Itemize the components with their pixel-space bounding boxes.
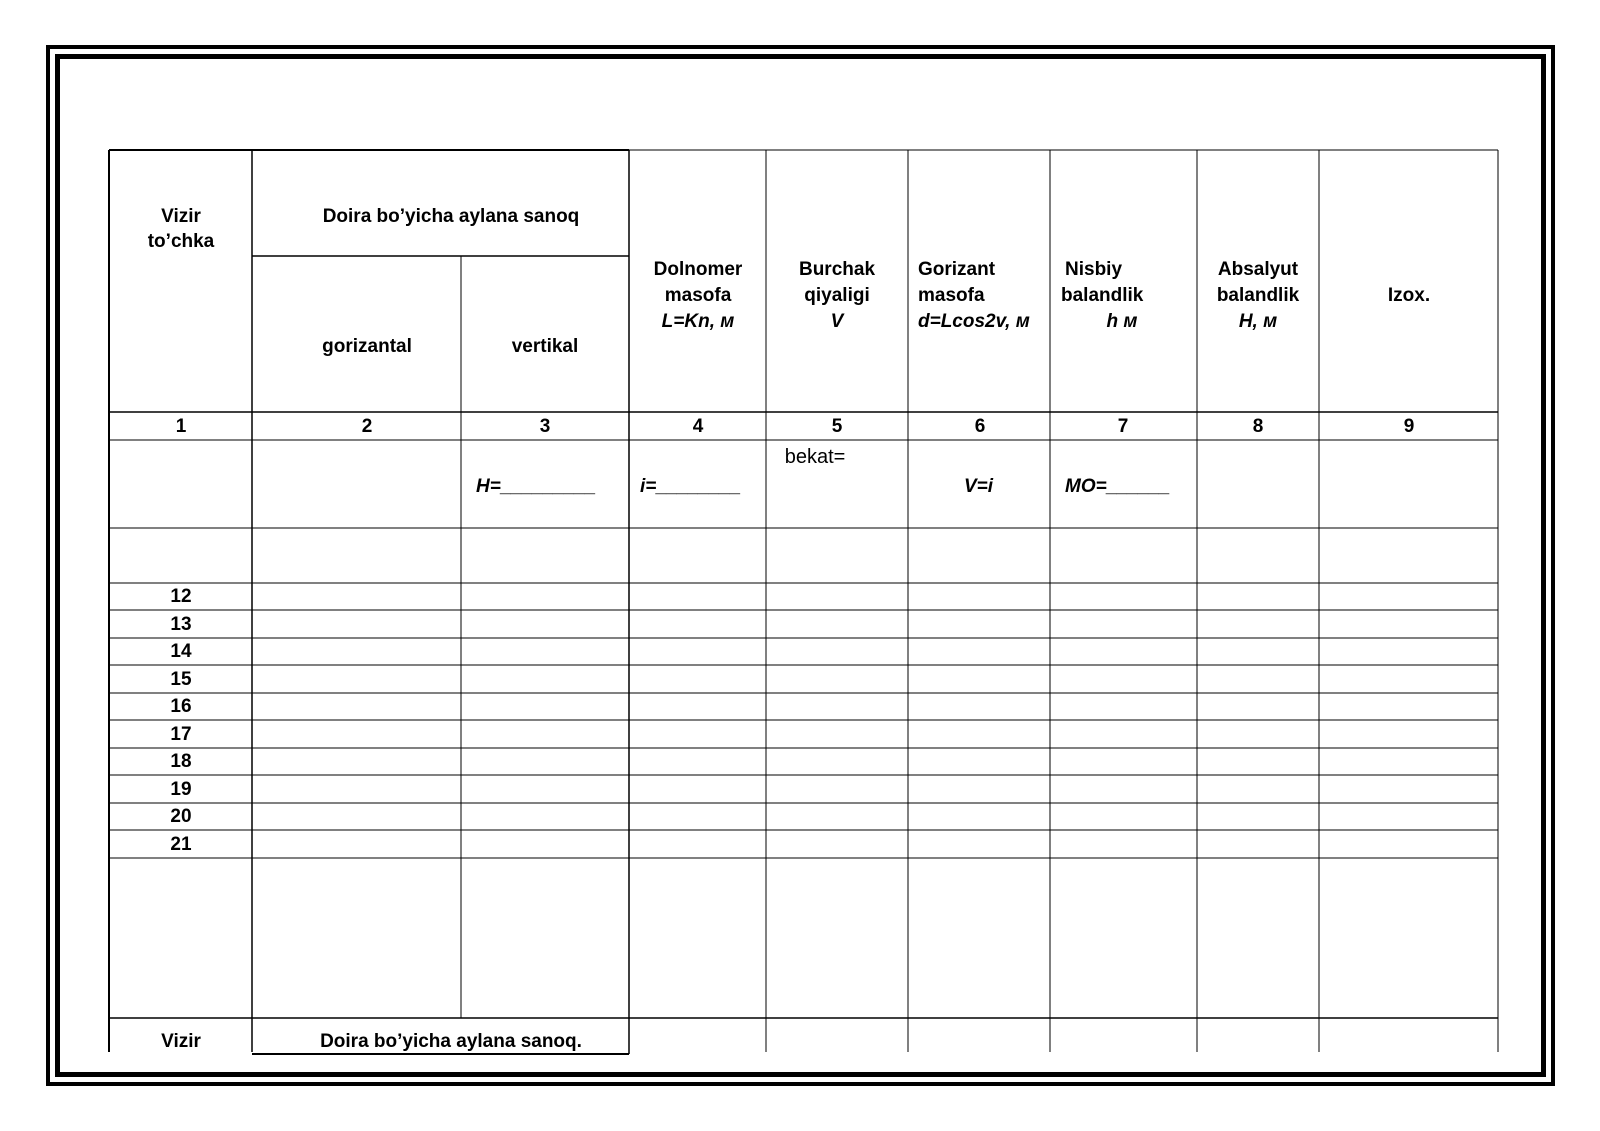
header-col8-line2: balandlik: [1216, 285, 1300, 306]
header-col4-line1: Dolnomer: [653, 259, 743, 280]
header-col5-line1: Burchak: [798, 259, 876, 280]
header-col6-formula: d=Lcos2v, м: [918, 311, 1030, 332]
column-number-9: 9: [1403, 416, 1415, 437]
header-col1-line2: to’chka: [147, 231, 215, 252]
station-i: i=________: [640, 476, 741, 497]
column-number-2: 2: [361, 416, 373, 437]
row-number-16: 16: [170, 696, 192, 717]
header-col7-line1: Nisbiy: [1065, 259, 1123, 280]
header-col9: Izox.: [1387, 285, 1431, 306]
header-col6-line1: Gorizant: [918, 259, 996, 280]
row-number-13: 13: [170, 614, 192, 635]
station-v: V=i: [964, 476, 994, 497]
header-col8-line1: Absalyut: [1217, 259, 1299, 280]
station-instrument-height: H=_________: [476, 476, 596, 497]
header-col7-line2: balandlik: [1061, 285, 1144, 306]
header-col4-formula: L=Kn, м: [661, 311, 735, 332]
header-col6-line2: masofa: [918, 285, 985, 306]
row-number-17: 17: [170, 724, 192, 745]
station-label: bekat=: [784, 446, 846, 468]
footer-group-title: Doira bo’yicha aylana sanoq.: [320, 1031, 582, 1052]
row-number-19: 19: [170, 779, 192, 800]
column-number-4: 4: [692, 416, 704, 437]
row-number-21: 21: [170, 834, 192, 855]
row-number-20: 20: [170, 806, 192, 827]
row-number-15: 15: [170, 669, 192, 690]
header-group-title: Doira bo’yicha aylana sanoq: [322, 206, 580, 227]
row-number-12: 12: [170, 586, 192, 607]
column-number-7: 7: [1117, 416, 1129, 437]
footer-col1: Vizir: [161, 1031, 201, 1052]
column-number-6: 6: [974, 416, 986, 437]
header-col8-symbol: H, м: [1238, 311, 1278, 332]
row-number-14: 14: [170, 641, 192, 662]
header-col1-line1: Vizir: [161, 206, 201, 227]
header-col5-line2: qiyaligi: [804, 285, 870, 306]
header-col7-symbol: h м: [1106, 311, 1138, 332]
column-number-8: 8: [1252, 416, 1264, 437]
row-number-18: 18: [170, 751, 192, 772]
station-mo: MO=______: [1065, 476, 1171, 497]
header-col3: vertikal: [511, 336, 579, 357]
column-number-1: 1: [175, 416, 187, 437]
header-col2: gorizantal: [322, 336, 412, 357]
header-col5-symbol: V: [830, 311, 844, 332]
header-col4-line2: masofa: [664, 285, 732, 306]
column-number-5: 5: [831, 416, 843, 437]
column-number-3: 3: [539, 416, 551, 437]
